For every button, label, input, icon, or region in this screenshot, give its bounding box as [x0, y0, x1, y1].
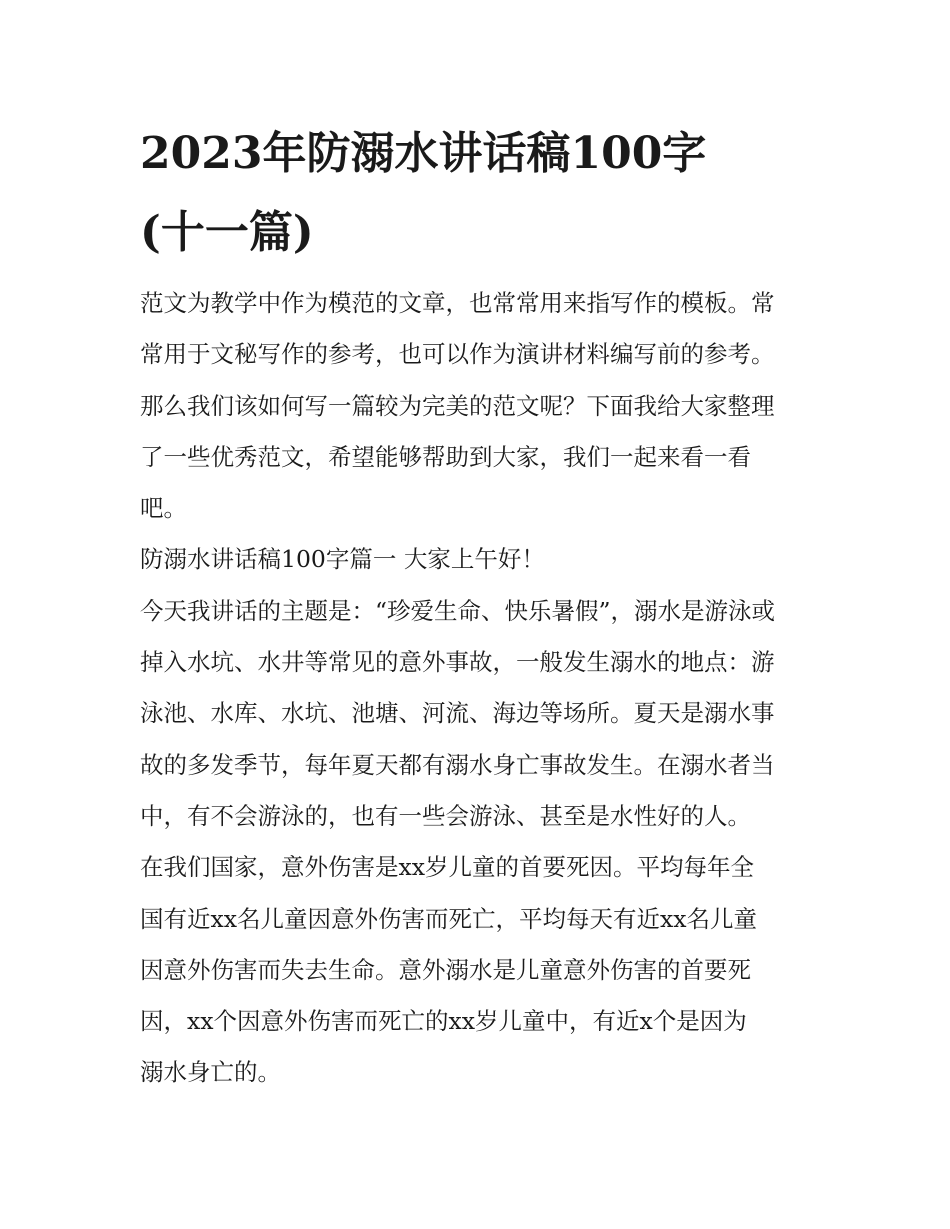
body-line: 故的多发季节，每年夏天都有溺水身亡事故发生。在溺水者当	[140, 750, 775, 779]
body-line: 吧。	[140, 494, 187, 523]
document-title	[140, 114, 820, 272]
body-line: 今天我讲话的主题是：“珍爱生命、快乐暑假”，溺水是游泳或	[140, 596, 776, 625]
body-line: 掉入水坑、水井等常见的意外事故，一般发生溺水的地点：游	[140, 648, 775, 677]
body-line: 在我们国家，意外伤害是xx岁儿童的首要死因。平均每年全	[140, 853, 755, 882]
body-line: 常用于文秘写作的参考，也可以作为演讲材料编写前的参考。	[140, 340, 775, 369]
body-line: 溺水身亡的。	[140, 1058, 281, 1087]
body-line: 因，xx个因意外伤害而死亡的xx岁儿童中，有近x个是因为	[140, 1007, 747, 1036]
body-line: 范文为教学中作为模范的文章，也常常用来指写作的模板。常	[140, 289, 775, 317]
body-line: 中，有不会游泳的，也有一些会游泳、甚至是水性好的人。	[140, 801, 751, 830]
title-line: (十一篇)	[140, 207, 314, 258]
section-heading-line: 防溺水讲话稿100字篇一 大家上午好！	[140, 545, 545, 574]
title-line: 2023年防溺水讲话稿100字	[140, 128, 707, 179]
body-line: 了一些优秀范文，希望能够帮助到大家，我们一起来看一看	[140, 442, 751, 471]
body-line: 国有近xx名儿童因意外伤害而死亡，平均每天有近xx名儿童	[140, 904, 758, 933]
document-body	[140, 278, 820, 1099]
body-line: 那么我们该如何写一篇较为完美的范文呢？下面我给大家整理	[140, 391, 775, 420]
body-line: 因意外伤害而失去生命。意外溺水是儿童意外伤害的首要死	[140, 955, 751, 984]
body-line: 泳池、水库、水坑、池塘、河流、海边等场所。夏天是溺水事	[140, 699, 775, 728]
